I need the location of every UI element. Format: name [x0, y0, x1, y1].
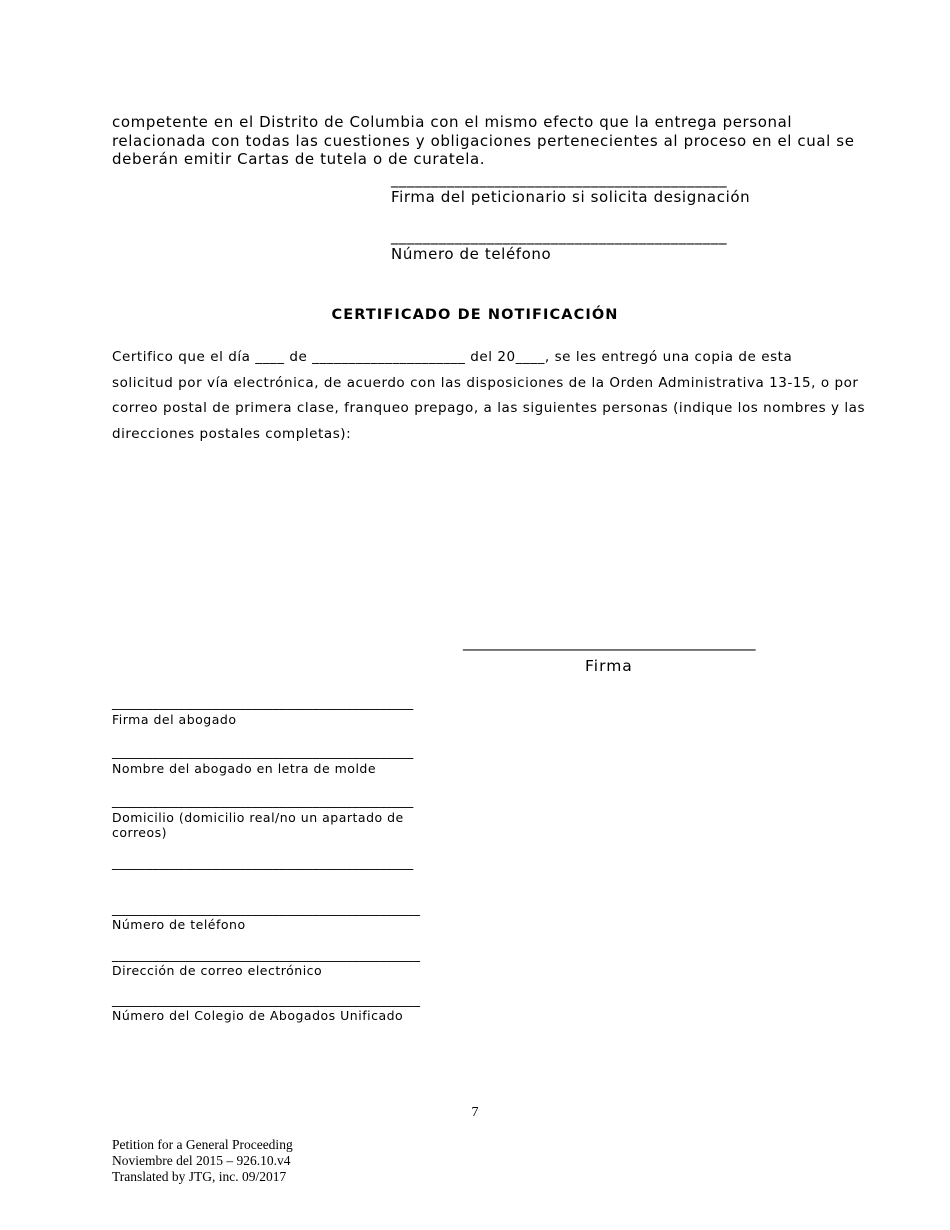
attorney-address-label: Domicilio (domicilio real/no un apartado de: [112, 810, 404, 825]
certificate-line: solicitud por vía electrónica, de acuerdo con las disposiciones de la Orden Administrativa 13-15, o por: [112, 374, 859, 391]
attorney-address-label-cont: correos): [112, 825, 168, 840]
attorney-phone-line[interactable]: ______________________________________________: [112, 902, 421, 917]
attorney-name-line[interactable]: _____________________________________________: [112, 745, 414, 760]
petitioner-signature-label: Firma del peticionario si solicita designación: [391, 188, 751, 206]
petitioner-signature-line[interactable]: __________________________________________: [391, 170, 727, 188]
intro-line: relacionada con todas las cuestiones y obligaciones pertenecientes al proceso en el cual se: [112, 131, 855, 150]
intro-line: competente en el Distrito de Columbia con el mismo efecto que la entrega personal: [112, 113, 793, 131]
certificate-signature-line[interactable]: _______________________________________: [463, 633, 756, 651]
attorney-bar-number-line[interactable]: ______________________________________________: [112, 993, 421, 1008]
footer-line: Translated by JTG, inc. 09/2017: [112, 1169, 287, 1184]
footer-line: Petition for a General Proceeding: [112, 1137, 293, 1152]
attorney-name-label: Nombre del abogado en letra de molde: [112, 761, 377, 776]
attorney-signature-line[interactable]: _____________________________________________: [112, 696, 414, 711]
certificate-signature-label: Firma: [585, 657, 633, 675]
attorney-address-line-2[interactable]: _____________________________________________: [112, 856, 414, 871]
certificate-line: correo postal de primera clase, franqueo prepago, a las siguientes personas (indique los nombres y las: [112, 400, 866, 416]
certificate-body: [112, 345, 865, 447]
intro-paragraph: [112, 113, 855, 169]
footer: [112, 1137, 293, 1185]
intro-line: deberán emitir Cartas de tutela o de curatela.: [112, 150, 486, 168]
attorney-phone-label: Número de teléfono: [112, 917, 246, 932]
attorney-email-label: Dirección de correo electrónico: [112, 963, 323, 978]
attorney-email-line[interactable]: ______________________________________________: [112, 948, 421, 963]
page-number: 7: [471, 1105, 479, 1120]
petitioner-phone-label: Número de teléfono: [391, 245, 552, 263]
attorney-address-line[interactable]: _____________________________________________: [112, 794, 414, 809]
footer-line: Noviembre del 2015 – 926.10.v4: [112, 1153, 291, 1168]
attorney-signature-label: Firma del abogado: [112, 712, 237, 727]
certificate-title: CERTIFICADO DE NOTIFICACIÓN: [331, 307, 619, 323]
petitioner-phone-line[interactable]: __________________________________________: [391, 227, 727, 245]
certificate-line: direcciones postales completas):: [112, 425, 352, 442]
attorney-bar-number-label: Número del Colegio de Abogados Unificado: [112, 1008, 404, 1023]
certificate-line: Certifico que el día ____ de _____________________ del 20____, se les entregó una copia de esta: [112, 349, 793, 365]
